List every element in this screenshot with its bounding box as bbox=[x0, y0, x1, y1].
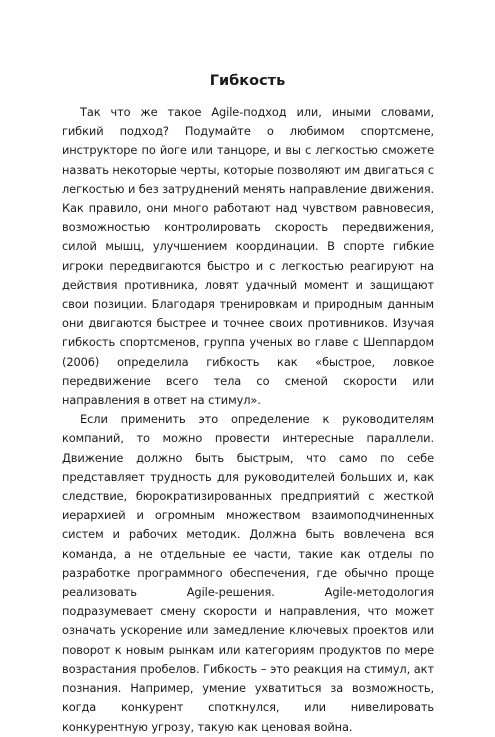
page-title: Гибкость bbox=[209, 73, 286, 89]
paragraph-2: Если применить это определение к руководителям компаний, то можно провести интересные параллели. Движение должно быть быстрым, что само по себе представляет трудность для руководителей больших и, как следствие, бюрократизированных предприятий с жесткой иерархией и огромным множеством взаимоподчиненных систем и рабочих методик. Должна быть вовлечена вся команда, а не отдельные ее части, такие как отделы по разработке программного обеспечения, где обычно проще реализовать Agile-решения. Agile-методология подразумевает смену скорости и направления, что может означать ускорение или замедление ключевых проектов или поворот к новым рынкам или категориям продуктов по мере возрастания пробелов. Гибкость – это реакция на стимул, акт познания. Например, умение ухватиться за возможность, когда конкурент споткнулся, или нивелировать конкурентную угрозу, такую как ценовая война. bbox=[62, 412, 434, 734]
body-text bbox=[62, 103, 434, 737]
paragraph-1: Так что же такое Agile-подход или, иными словами, гибкий подход? Подумайте о любимом спортсмене, инструкторе по йоге или танцоре, и вы с легкостью сможете назвать некоторые черты, которые позволяют им двигаться с легкостью и без затруднений менять направление движения. Как правило, они много работают над чувством равновесия, возможностью контролировать скорость передвижения, силой мышц, улучшением координации. В спорте гибкие игроки передвигаются быстро и с легкостью реагируют на действия противника, ловят удачный момент и защищают свои позиции. Благодаря тренировкам и природным данным они двигаются быстрее и точнее своих противников. Изучая гибкость спортсменов, группа ученых во главе с Шеппардом (2006) определила гибкость как «быстрое, ловкое передвижение всего тела со сменой скорости или направления в ответ на стимул». bbox=[62, 105, 434, 408]
